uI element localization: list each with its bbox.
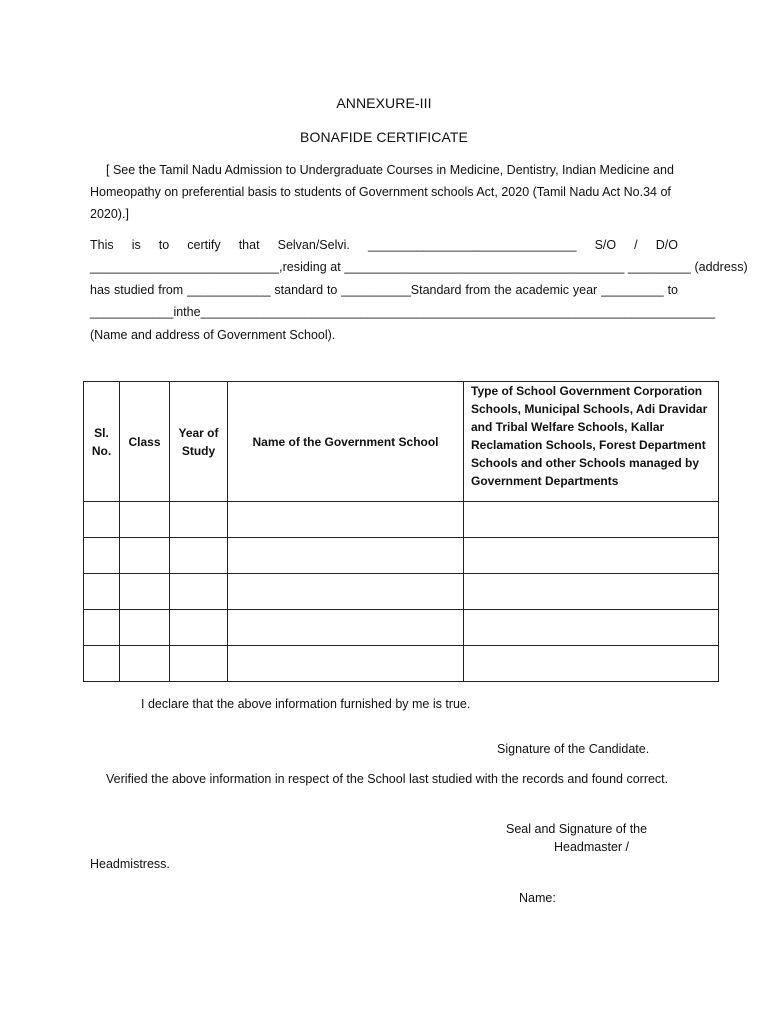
table-cell [120,646,170,682]
certify-line-1 [90,238,678,252]
table-cell [170,610,228,646]
line3-word: ____________ [187,283,271,297]
certify-line-2: ___________________________,residing at ________________________________________ _________ (address) [90,260,748,274]
certificate-title: BONAFIDE CERTIFICATE [300,129,468,145]
line4-word: ____________ [90,305,174,319]
line3-word: the [494,283,512,297]
line3-word: to [667,283,678,297]
table-cell [464,574,719,610]
line1-word: S/O [594,238,617,252]
table-cell [170,574,228,610]
seal-signature-label: Seal and Signature of the [506,822,648,836]
line1-word: Selvan/Selvi. [277,238,350,252]
line4-word: the [183,305,201,319]
line1-word: to [158,238,170,252]
certify-line-3 [90,283,678,297]
line4-word: _____________________________________ [200,305,458,319]
header-school-name: Name of the Government School [228,382,464,502]
table-cell [84,610,120,646]
table-cell [464,538,719,574]
header-year-of-study: Year of Study [170,382,228,502]
candidate-signature: Signature of the Candidate. [497,742,650,756]
table-cell [120,502,170,538]
line3-word: year [572,283,598,297]
annexure-heading: ANNEXURE-III [336,95,432,111]
line3-word: to [326,283,338,297]
line1-word: D/O [655,238,678,252]
certify-line-4 [90,305,716,319]
line3-word: _________ [601,283,664,297]
table-cell [228,538,464,574]
headmistress-label: Headmistress. [90,857,170,871]
schools-table [83,381,719,682]
table-header-row [84,382,719,502]
table-row [84,538,719,574]
table-cell [84,502,120,538]
headmaster-label: Headmaster / [554,840,630,854]
table-cell [84,574,120,610]
table-cell [120,574,170,610]
line3-word: from [465,283,491,297]
table-cell [228,502,464,538]
table-cell [120,538,170,574]
act-reference-text: [ See the Tamil Nadu Admission to Undergraduate Courses in Medicine, Dentistry, Indian Medicine and Homeopathy on preferential basis to students of Government schools Act, 2020 (Tamil Nadu Act No.34 of 2020).] [90,163,674,221]
line1-word: This [90,238,114,252]
line1-word: ______________________________ [367,238,577,252]
table-cell [464,646,719,682]
line3-word: has [90,283,111,297]
table-cell [228,610,464,646]
table-cell [464,610,719,646]
table-cell [464,502,719,538]
table-cell [84,646,120,682]
name-label: Name: [519,891,556,905]
line1-word: certify [187,238,221,252]
act-reference [90,159,678,225]
table-cell [120,610,170,646]
line3-word: academic [515,283,570,297]
table-row [84,646,719,682]
table-cell [84,538,120,574]
table-row [84,610,719,646]
line1-word: / [634,238,638,252]
line3-word: studied [114,283,155,297]
header-sl-no: Sl. No. [84,382,120,502]
table-row [84,574,719,610]
verification-text: Verified the above information in respect of the School last studied with the records and found correct. [106,772,669,786]
line3-word: from [158,283,184,297]
table-cell [170,502,228,538]
line3-word: standard [274,283,324,297]
line4-word: in [173,305,184,319]
table-cell [170,538,228,574]
line1-word: that [238,238,260,252]
certify-line-5: (Name and address of Government School). [90,328,336,342]
table-row [84,502,719,538]
line1-word: is [131,238,141,252]
table-cell [228,646,464,682]
line3-word: __________Standard [341,283,462,297]
header-class: Class [120,382,170,502]
table-cell [228,574,464,610]
line4-word: _____________________________________ [457,305,716,319]
header-school-type: Type of School Government Corporation Schools, Municipal Schools, Adi Dravidar and Tribal Welfare Schools, Kallar Reclamation Schools, Forest Department Schools and other Schools managed by Government Departments [464,382,719,502]
declaration-text: I declare that the above information furnished by me is true. [141,697,471,711]
table-cell [170,646,228,682]
